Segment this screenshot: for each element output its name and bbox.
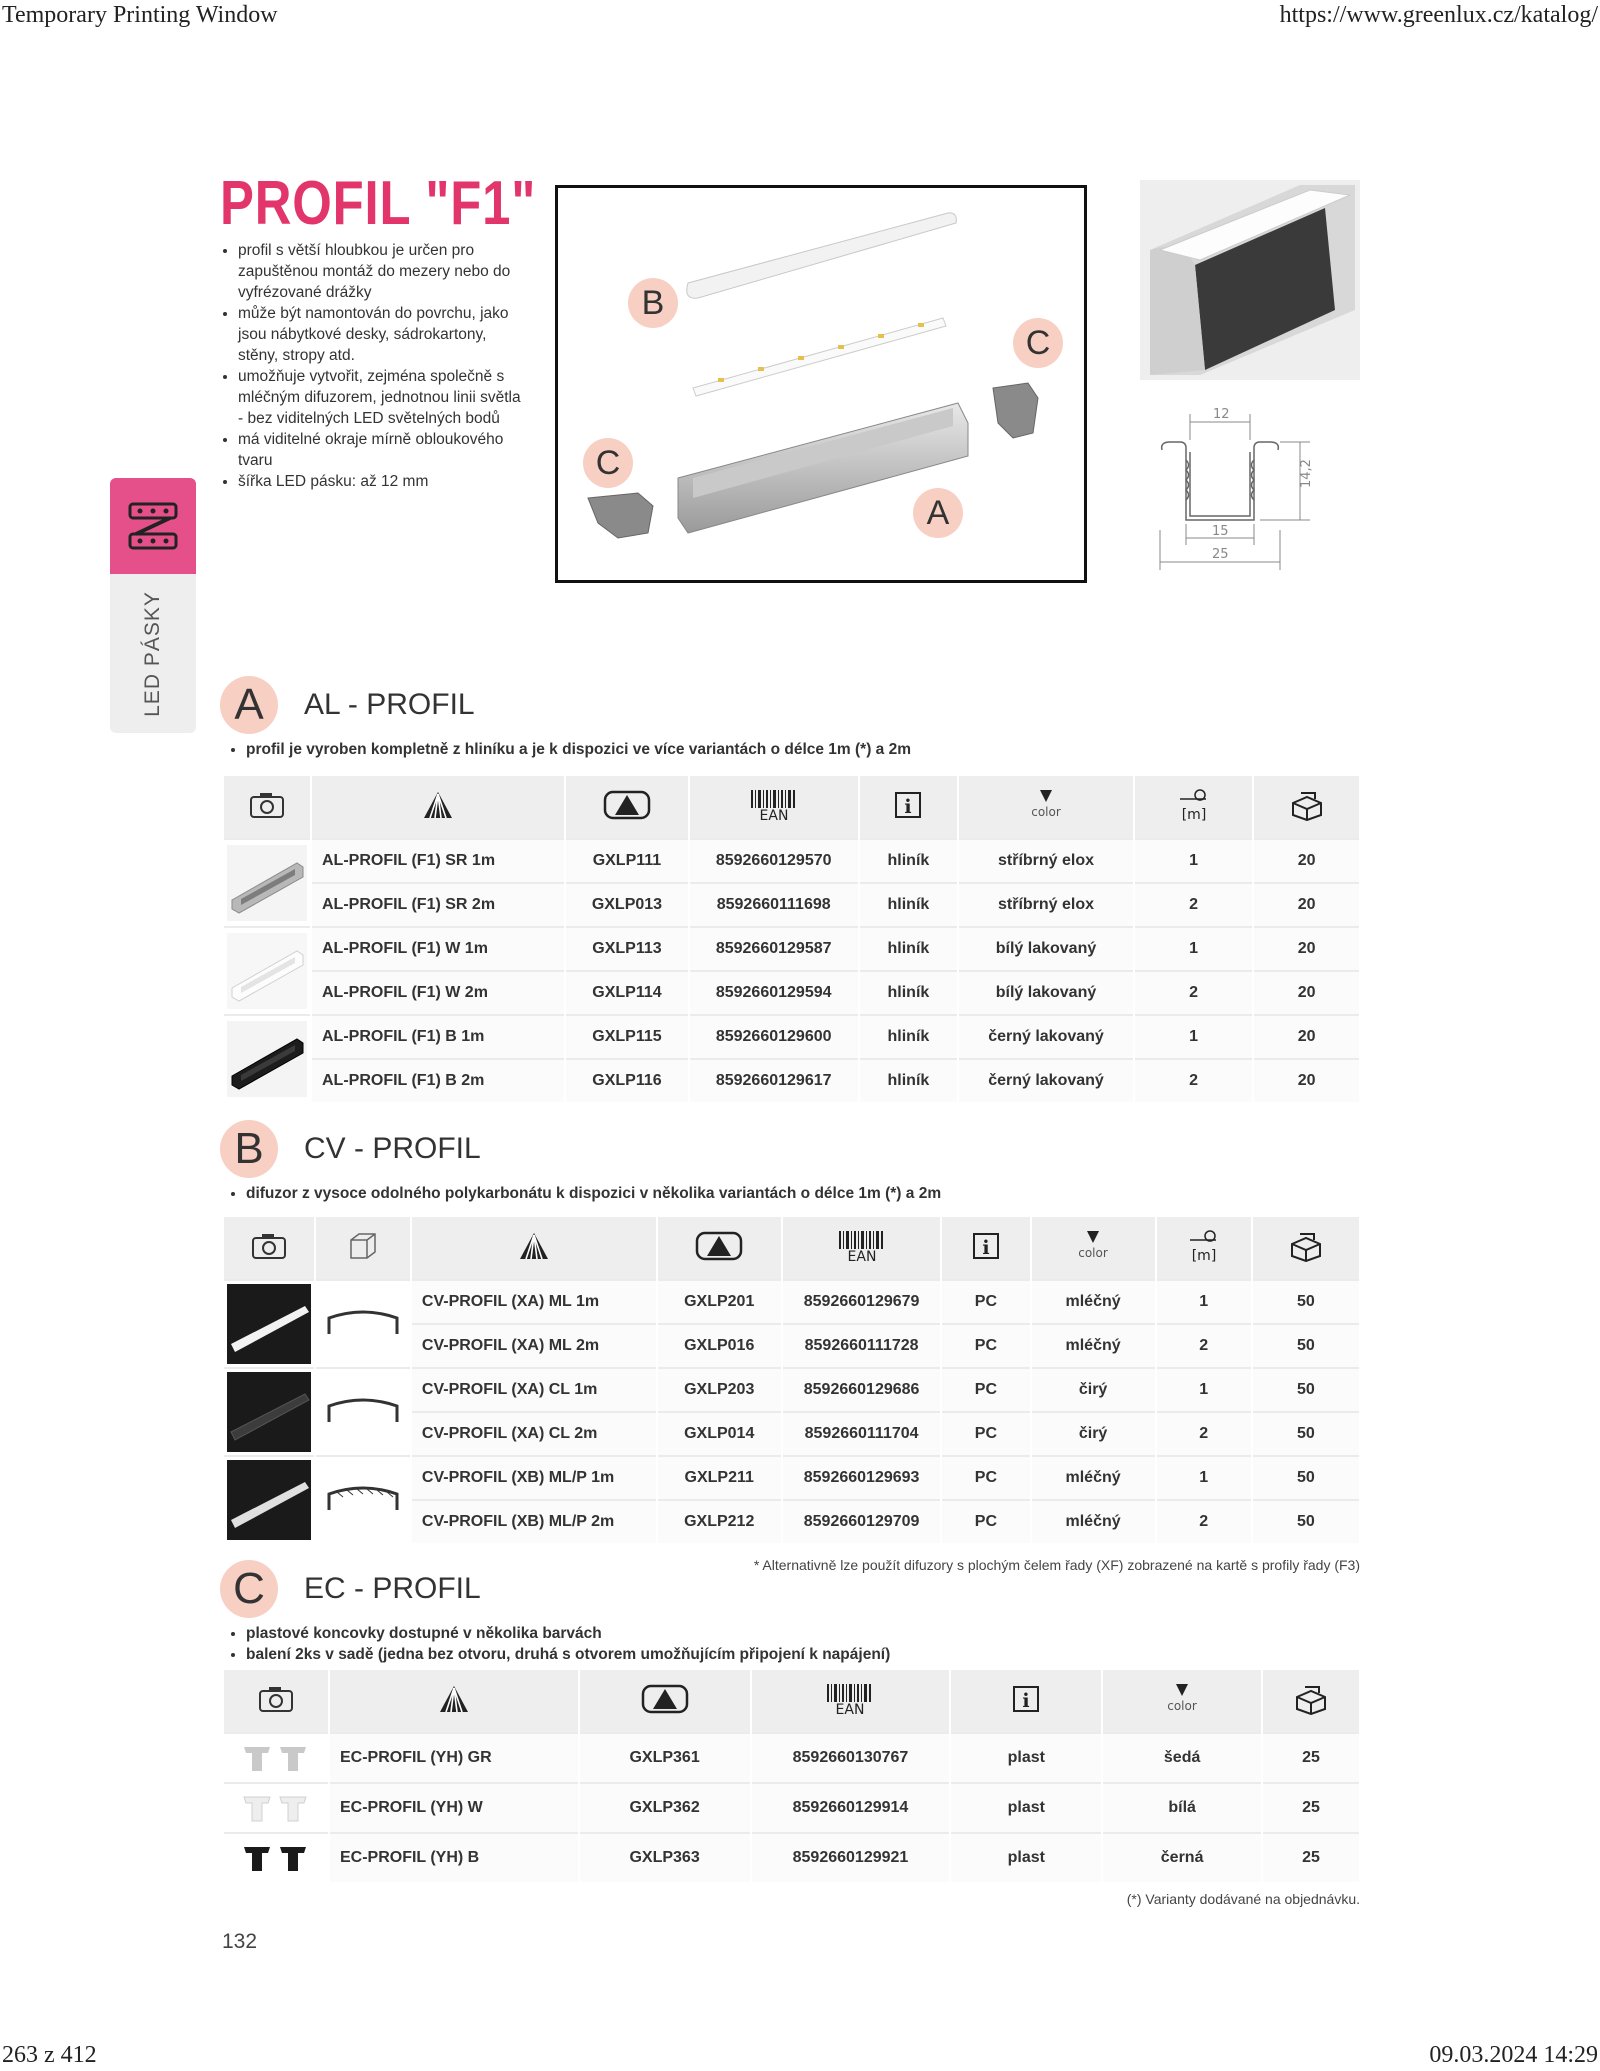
al-profile-table — [222, 776, 1359, 1102]
table-row — [223, 1368, 1359, 1412]
product-length: 2 — [1156, 1324, 1252, 1368]
product-name: EC-PROFIL (YH) GR — [329, 1733, 579, 1783]
feature-item: • šířka LED pásku: až 12 mm — [238, 471, 528, 492]
product-name: AL-PROFIL (F1) SR 2m — [311, 883, 565, 927]
silver-profile-photo — [223, 839, 311, 927]
table-row — [223, 883, 1359, 927]
cube-outline-icon — [315, 1217, 411, 1280]
page-counter: 263 z 412 — [2, 2042, 97, 2068]
info-icon — [950, 1670, 1102, 1733]
svg-text:[m]: [m] — [1181, 806, 1206, 823]
product-material: hliník — [859, 839, 959, 883]
product-material: plast — [950, 1733, 1102, 1783]
product-name: CV-PROFIL (XA) CL 2m — [411, 1412, 657, 1456]
product-pack: 50 — [1252, 1412, 1359, 1456]
section-c-letter: C — [220, 1560, 278, 1618]
camera-icon — [223, 776, 311, 839]
ec-profile-table — [222, 1670, 1359, 1882]
product-material: plast — [950, 1833, 1102, 1882]
window-title: Temporary Printing Window — [2, 2, 278, 28]
product-color: stříbrný elox — [958, 883, 1133, 927]
product-color: mléčný — [1031, 1456, 1156, 1500]
svg-text:[m]: [m] — [1191, 1247, 1217, 1264]
product-ean: 8592660130767 — [751, 1733, 951, 1783]
table-row — [223, 1015, 1359, 1059]
svg-text:i: i — [1022, 1689, 1030, 1712]
product-pack: 20 — [1253, 1015, 1359, 1059]
product-code: GXLP014 — [657, 1412, 782, 1456]
shell-box-icon — [657, 1217, 782, 1280]
cv-profile-table — [222, 1217, 1359, 1543]
product-length: 2 — [1156, 1412, 1252, 1456]
exploded-view — [555, 185, 1087, 583]
product-code: GXLP115 — [565, 1015, 689, 1059]
print-datetime: 09.03.2024 14:29 — [1429, 2042, 1598, 2068]
camera-icon — [223, 1217, 315, 1280]
product-pack: 20 — [1253, 839, 1359, 883]
product-material: hliník — [859, 883, 959, 927]
grey-endcap-photo — [223, 1733, 329, 1783]
diffuser-section-drawing — [315, 1280, 411, 1368]
product-ean: 8592660111698 — [689, 883, 859, 927]
product-ean: 8592660129921 — [751, 1833, 951, 1882]
dim-inner: 15 — [1212, 524, 1229, 539]
product-code: GXLP114 — [565, 971, 689, 1015]
product-pack: 20 — [1253, 927, 1359, 971]
label-a: A — [913, 488, 963, 538]
diffuser-footnote: * Alternativně lze použít difuzory s plochým čelem řady (XF) zobrazené na kartě s profily řady (F3) — [753, 1557, 1360, 1573]
product-material: PC — [941, 1500, 1030, 1543]
milky-diffuser-photo — [223, 1280, 315, 1368]
section-c-header — [220, 1560, 481, 1618]
product-color: černá — [1102, 1833, 1262, 1882]
product-code: GXLP111 — [565, 839, 689, 883]
product-material: PC — [941, 1280, 1030, 1324]
product-name: CV-PROFIL (XA) ML 1m — [411, 1280, 657, 1324]
product-length: 2 — [1134, 971, 1254, 1015]
dim-top: 12 — [1213, 407, 1230, 422]
label-b: B — [628, 278, 678, 328]
led-strip-icon — [110, 478, 196, 574]
ean-barcode-icon — [689, 776, 859, 839]
table-row — [223, 1833, 1359, 1882]
product-features — [220, 240, 528, 492]
product-name: AL-PROFIL (F1) SR 1m — [311, 839, 565, 883]
table-row — [223, 1783, 1359, 1833]
product-ean: 8592660129587 — [689, 927, 859, 971]
product-code: GXLP211 — [657, 1456, 782, 1500]
product-code: GXLP116 — [565, 1059, 689, 1102]
product-name: CV-PROFIL (XA) ML 2m — [411, 1324, 657, 1368]
feature-item: • profil s větší hloubkou je určen pro zapuštěnou montáž do mezery nebo do vyfrézované drážky — [238, 240, 528, 303]
section-c-note: • plastové koncovky dostupné v několika barvách — [246, 1623, 890, 1644]
category-label: LED PÁSKY — [141, 590, 165, 717]
section-b-note: • difuzor z vysoce odolného polykarbonátu k dispozici v několika variantách o délce 1m (*) a 2m — [246, 1183, 941, 1204]
product-title: PROFIL "F1" — [220, 169, 537, 238]
product-pack: 25 — [1262, 1833, 1359, 1882]
prismatic-diffuser-photo — [223, 1456, 315, 1543]
black-profile-photo — [223, 1015, 311, 1102]
svg-text:EAN: EAN — [759, 807, 789, 822]
feature-item: • může být namontován do povrchu, jako jsou nábytkové desky, sádrokartony, stěny, stropy atd. — [238, 303, 528, 366]
product-length: 1 — [1134, 839, 1254, 883]
product-length: 2 — [1134, 883, 1254, 927]
label-c-bottom: C — [583, 438, 633, 488]
product-name: CV-PROFIL (XB) ML/P 1m — [411, 1456, 657, 1500]
table-row — [223, 1733, 1359, 1783]
product-material: PC — [941, 1456, 1030, 1500]
product-code: GXLP212 — [657, 1500, 782, 1543]
ean-barcode-icon — [751, 1670, 951, 1733]
table-row — [223, 1280, 1359, 1324]
section-b-title: CV - PROFIL — [304, 1132, 481, 1165]
clear-diffuser-photo — [223, 1368, 315, 1456]
box-icon — [1262, 1670, 1359, 1733]
white-profile-photo — [223, 927, 311, 1015]
section-a-header — [220, 676, 475, 734]
section-a-notes — [228, 739, 911, 760]
category-tab — [110, 478, 196, 733]
svg-text:EAN: EAN — [847, 1248, 877, 1263]
svg-text:color: color — [1031, 804, 1061, 819]
product-pack: 25 — [1262, 1733, 1359, 1783]
table-row — [223, 927, 1359, 971]
product-color: mléčný — [1031, 1500, 1156, 1543]
diffuser-section-drawing — [315, 1368, 411, 1456]
table-row — [223, 1059, 1359, 1102]
length-icon — [1156, 1217, 1252, 1280]
product-material: plast — [950, 1783, 1102, 1833]
svg-text:EAN: EAN — [836, 1701, 865, 1716]
dim-height: 14,2 — [1299, 459, 1314, 488]
box-icon — [1252, 1217, 1359, 1280]
product-ean: 8592660129686 — [782, 1368, 941, 1412]
product-color: stříbrný elox — [958, 839, 1133, 883]
color-icon — [958, 776, 1133, 839]
product-code: GXLP113 — [565, 927, 689, 971]
dim-width: 25 — [1212, 547, 1229, 562]
product-name: AL-PROFIL (F1) B 2m — [311, 1059, 565, 1102]
black-endcap-photo — [223, 1833, 329, 1882]
table-header — [223, 1217, 1359, 1280]
product-color: bílý lakovaný — [958, 971, 1133, 1015]
product-name: EC-PROFIL (YH) W — [329, 1783, 579, 1833]
svg-text:i: i — [982, 1236, 990, 1259]
product-pack: 50 — [1252, 1280, 1359, 1324]
section-b-notes — [228, 1183, 941, 1204]
section-b-letter: B — [220, 1120, 278, 1178]
product-ean: 8592660129617 — [689, 1059, 859, 1102]
feature-item: • umožňuje vytvořit, zejména společně s mléčným difuzorem, jednotnou linii světla - bez viditelných LED světelných bodů — [238, 366, 528, 429]
color-icon — [1102, 1670, 1262, 1733]
svg-text:color: color — [1078, 1245, 1108, 1260]
product-ean: 8592660129570 — [689, 839, 859, 883]
info-icon — [941, 1217, 1030, 1280]
box-icon — [1253, 776, 1359, 839]
product-material: hliník — [859, 927, 959, 971]
product-color: šedá — [1102, 1733, 1262, 1783]
ean-barcode-icon — [782, 1217, 941, 1280]
product-material: PC — [941, 1324, 1030, 1368]
product-ean: 8592660129709 — [782, 1500, 941, 1543]
section-a-note: • profil je vyroben kompletně z hliníku a je k dispozici ve více variantách o délce 1m (*) a 2m — [246, 739, 911, 760]
product-name: CV-PROFIL (XB) ML/P 2m — [411, 1500, 657, 1543]
product-code: GXLP203 — [657, 1368, 782, 1412]
order-note: (*) Varianty dodávané na objednávku. — [1126, 1891, 1360, 1907]
product-length: 2 — [1156, 1500, 1252, 1543]
profile-photo — [1140, 180, 1360, 380]
shell-icon — [329, 1670, 579, 1733]
product-pack: 20 — [1253, 971, 1359, 1015]
product-length: 1 — [1156, 1280, 1252, 1324]
product-length: 1 — [1156, 1368, 1252, 1412]
shell-icon — [311, 776, 565, 839]
cross-section-drawing — [1150, 400, 1370, 600]
product-code: GXLP016 — [657, 1324, 782, 1368]
camera-icon — [223, 1670, 329, 1733]
product-material: hliník — [859, 971, 959, 1015]
svg-text:i: i — [904, 795, 913, 818]
product-color: čirý — [1031, 1412, 1156, 1456]
table-row — [223, 839, 1359, 883]
product-length: 1 — [1156, 1456, 1252, 1500]
product-color: bílá — [1102, 1783, 1262, 1833]
product-length: 1 — [1134, 927, 1254, 971]
product-ean: 8592660129679 — [782, 1280, 941, 1324]
product-ean: 8592660111728 — [782, 1324, 941, 1368]
product-pack: 50 — [1252, 1456, 1359, 1500]
product-code: GXLP363 — [579, 1833, 751, 1882]
product-material: hliník — [859, 1015, 959, 1059]
product-code: GXLP362 — [579, 1783, 751, 1833]
product-pack: 50 — [1252, 1500, 1359, 1543]
product-ean: 8592660129594 — [689, 971, 859, 1015]
section-a-letter: A — [220, 676, 278, 734]
section-b-header — [220, 1120, 481, 1178]
section-c-notes — [228, 1623, 890, 1665]
product-material: PC — [941, 1412, 1030, 1456]
product-material: PC — [941, 1368, 1030, 1412]
page-url: https://www.greenlux.cz/katalog/ — [1279, 2, 1598, 28]
product-length: 2 — [1134, 1059, 1254, 1102]
product-name: AL-PROFIL (F1) W 1m — [311, 927, 565, 971]
page-number: 132 — [222, 1930, 258, 1953]
product-name: CV-PROFIL (XA) CL 1m — [411, 1368, 657, 1412]
product-name: EC-PROFIL (YH) B — [329, 1833, 579, 1882]
shell-icon — [411, 1217, 657, 1280]
product-color: mléčný — [1031, 1280, 1156, 1324]
product-color: mléčný — [1031, 1324, 1156, 1368]
product-ean: 8592660129914 — [751, 1783, 951, 1833]
product-pack: 25 — [1262, 1783, 1359, 1833]
info-icon — [859, 776, 959, 839]
product-pack: 20 — [1253, 1059, 1359, 1102]
product-ean: 8592660111704 — [782, 1412, 941, 1456]
shell-box-icon — [565, 776, 689, 839]
product-ean: 8592660129600 — [689, 1015, 859, 1059]
table-row — [223, 971, 1359, 1015]
product-ean: 8592660129693 — [782, 1456, 941, 1500]
diffuser-section-drawing — [315, 1456, 411, 1543]
svg-text:color: color — [1167, 1698, 1197, 1713]
length-icon — [1134, 776, 1254, 839]
product-material: hliník — [859, 1059, 959, 1102]
shell-box-icon — [579, 1670, 751, 1733]
product-pack: 20 — [1253, 883, 1359, 927]
label-c-top: C — [1013, 318, 1063, 368]
product-code: GXLP361 — [579, 1733, 751, 1783]
product-name: AL-PROFIL (F1) B 1m — [311, 1015, 565, 1059]
product-color: černý lakovaný — [958, 1015, 1133, 1059]
product-code: GXLP013 — [565, 883, 689, 927]
white-endcap-photo — [223, 1783, 329, 1833]
product-color: bílý lakovaný — [958, 927, 1133, 971]
exploded-view-drawing — [558, 188, 1084, 580]
product-color: černý lakovaný — [958, 1059, 1133, 1102]
product-color: čirý — [1031, 1368, 1156, 1412]
section-c-title: EC - PROFIL — [304, 1572, 481, 1605]
table-header — [223, 1670, 1359, 1733]
product-code: GXLP201 — [657, 1280, 782, 1324]
color-icon — [1031, 1217, 1156, 1280]
table-row — [223, 1456, 1359, 1500]
table-header — [223, 776, 1359, 839]
product-pack: 50 — [1252, 1324, 1359, 1368]
product-name: AL-PROFIL (F1) W 2m — [311, 971, 565, 1015]
section-c-note: • balení 2ks v sadě (jedna bez otvoru, druhá s otvorem umožňujícím připojení k napájení) — [246, 1644, 890, 1665]
section-a-title: AL - PROFIL — [304, 688, 475, 721]
product-pack: 50 — [1252, 1368, 1359, 1412]
product-length: 1 — [1134, 1015, 1254, 1059]
feature-item: • má viditelné okraje mírně obloukového tvaru — [238, 429, 528, 471]
